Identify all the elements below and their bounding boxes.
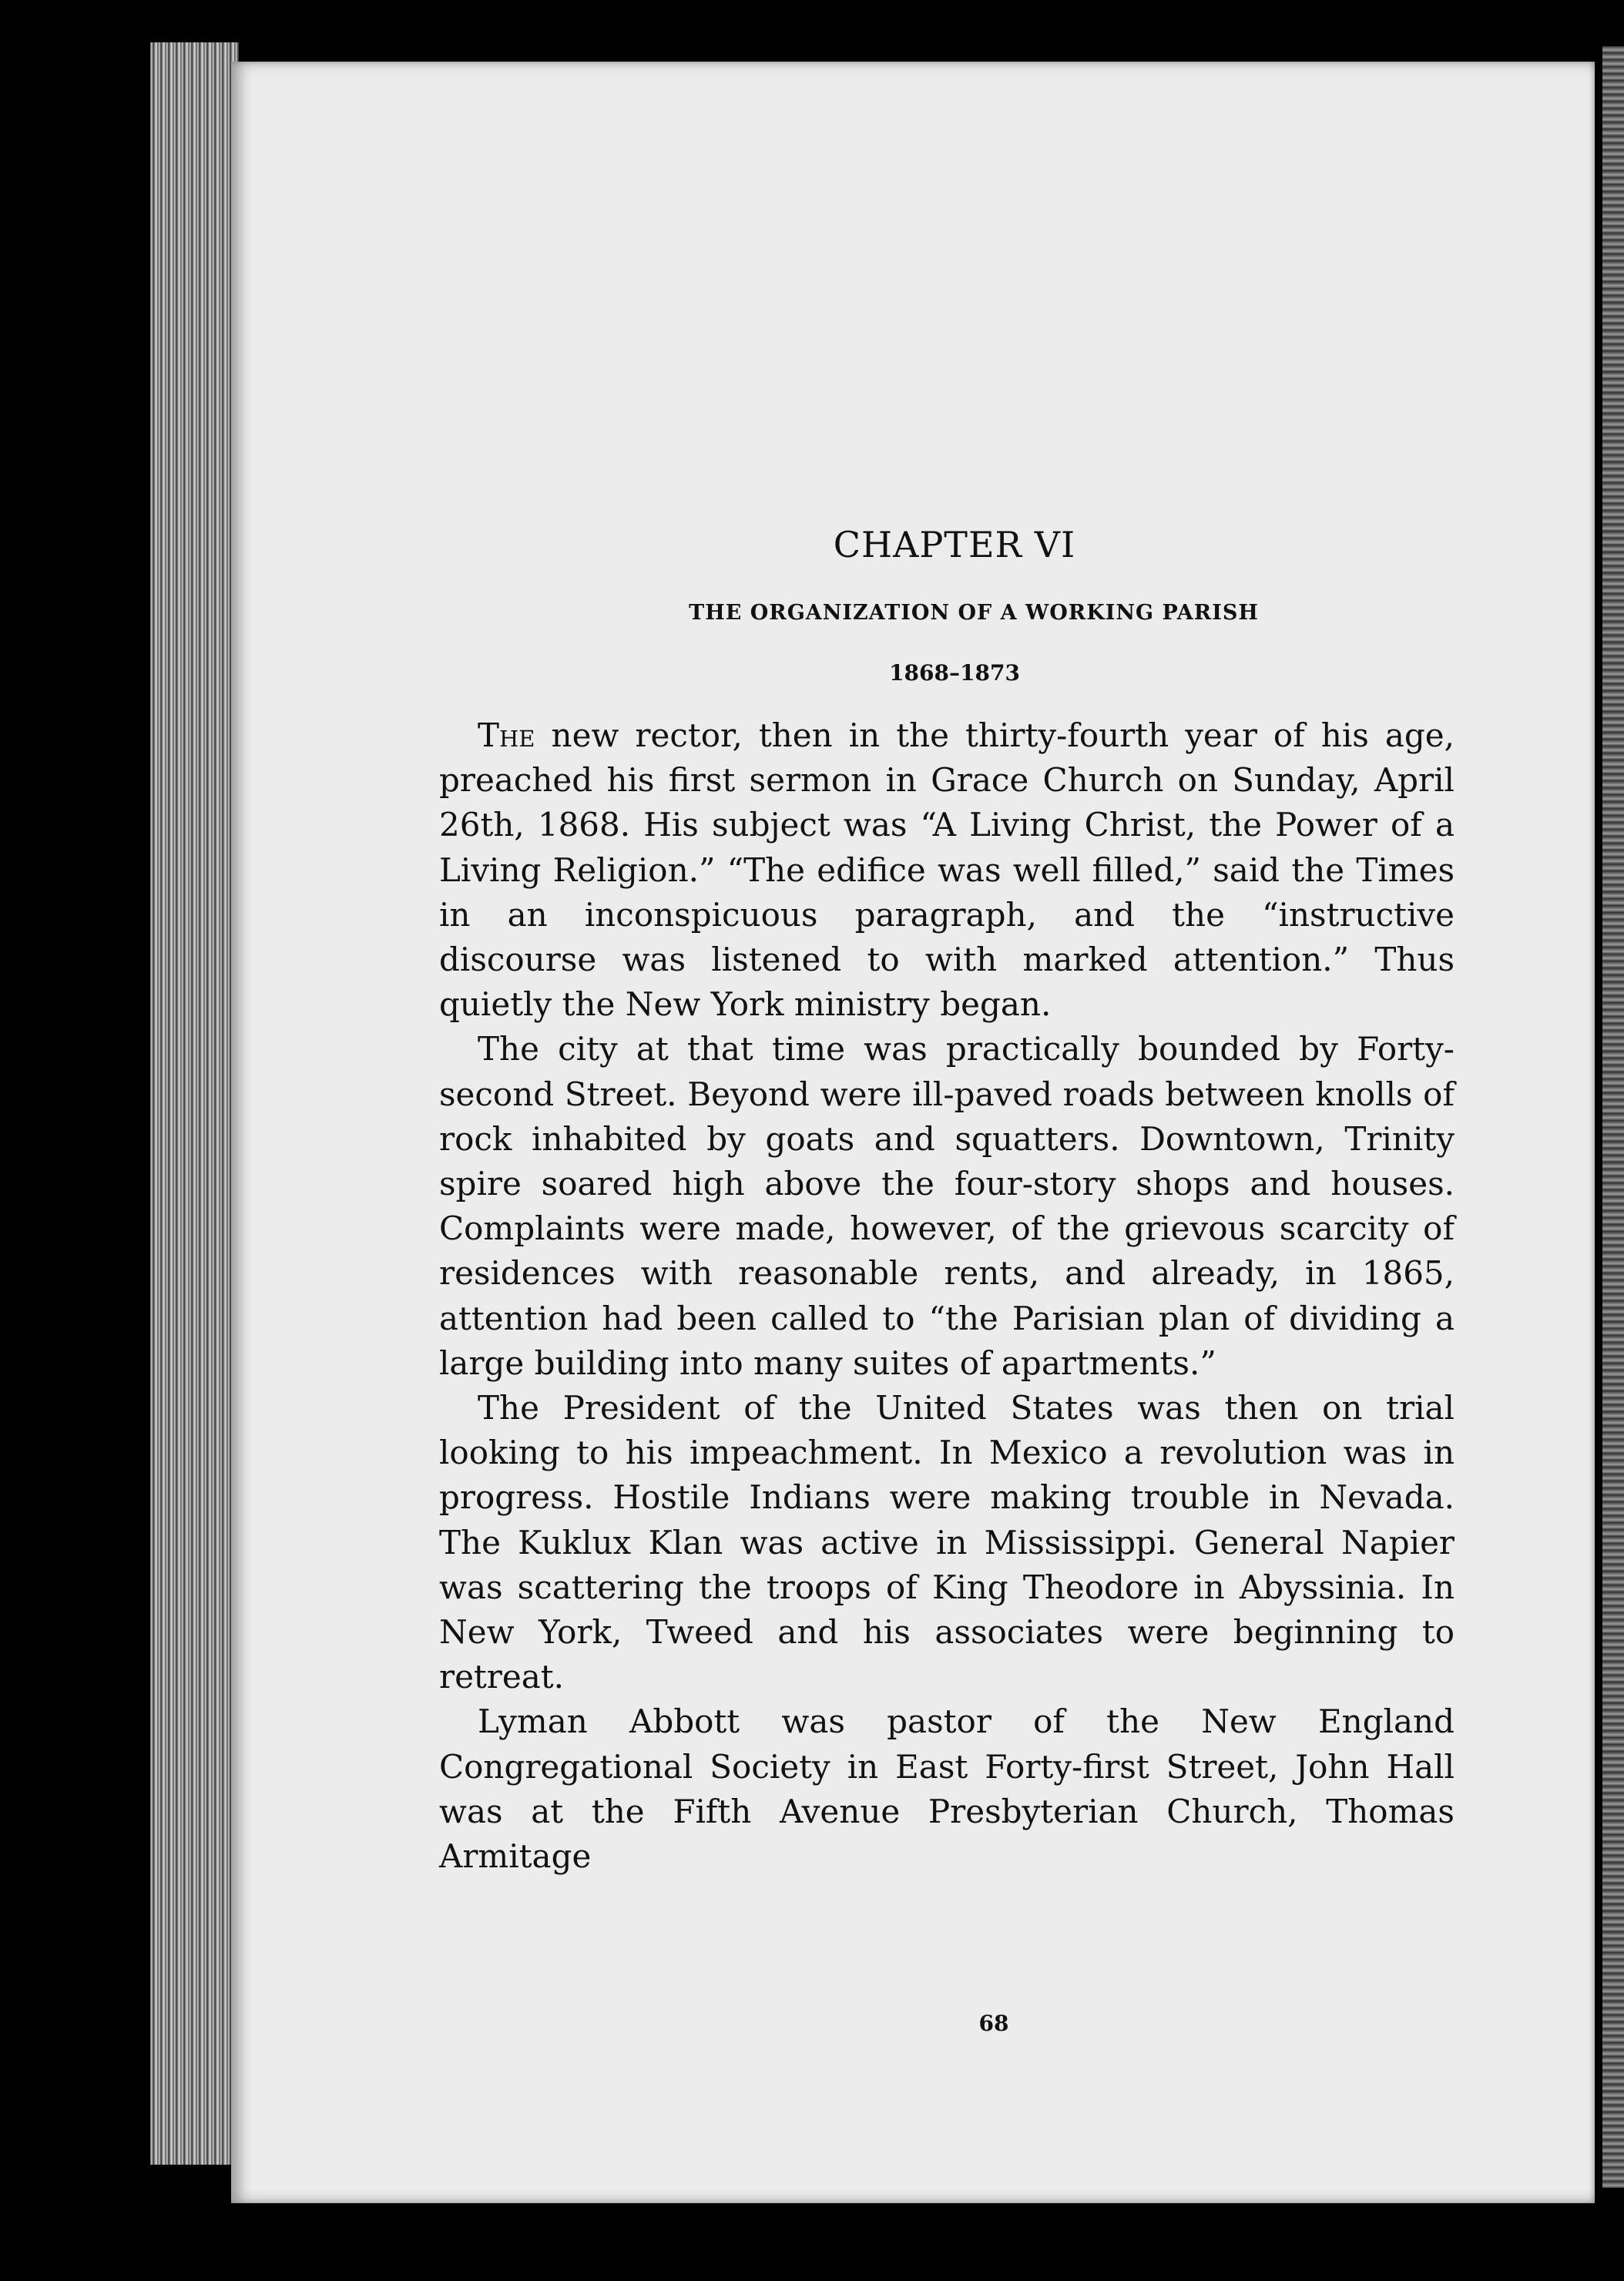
- paragraph-2: [439, 1027, 1455, 1386]
- paragraph-3: [439, 1386, 1455, 1699]
- chapter-title: CHAPTER VI: [833, 524, 1076, 565]
- chapter-subtitle: THE ORGANIZATION OF A WORKING PARISH: [689, 601, 1259, 625]
- drop-lead-word: The: [478, 716, 535, 754]
- paragraph-text: The city at that time was practically bounded by Forty-second Street. Beyond were ill-paved roads between knolls of rock inhabited by goats and squatters. Downtown, Trinity spire soared high above the four-story shops and houses. Complaints were made, however, of the grievous scarcity of residences with reasonable rents, and already, in 1865, attention had been called to “the Parisian plan of dividing a large building into many suites of apartments.”: [439, 1030, 1455, 1382]
- book-right-edge: [1602, 46, 1624, 2188]
- book-page: [231, 62, 1595, 2203]
- page-number: 68: [978, 2011, 1009, 2036]
- paragraph-text: The President of the United States was then on trial looking to his impeachment. In Mexico a revolution was in progress. Hostile Indians were making trouble in Nevada. The Kuklux Klan was active in Mississippi. General Napier was scattering the troops of King Theodore in Abyssinia. In New York, Tweed and his associates were beginning to retreat.: [439, 1389, 1455, 1696]
- text-block: [439, 524, 1455, 1879]
- chapter-years: 1868–1873: [889, 660, 1020, 686]
- paragraph-4: [439, 1699, 1455, 1879]
- book-page-edges: [150, 42, 239, 2165]
- paragraph-text: Lyman Abbott was pastor of the New England Congregational Society in East Forty-first Street, John Hall was at the Fifth Avenue Presbyterian Church, Thomas Armitage: [439, 1702, 1455, 1876]
- paragraph-text: new rector, then in the thirty-fourth year of his age, preached his first sermon in Grace Church on Sunday, April 26th, 1868. His subject was “A Living Christ, the Power of a Living Religion.” “The edifice was well filled,” said the Times in an inconspicuous paragraph, and the “instructive discourse was listened to with marked attention.” Thus quietly the New York ministry began.: [439, 716, 1455, 1024]
- paragraph-1: [439, 713, 1455, 1027]
